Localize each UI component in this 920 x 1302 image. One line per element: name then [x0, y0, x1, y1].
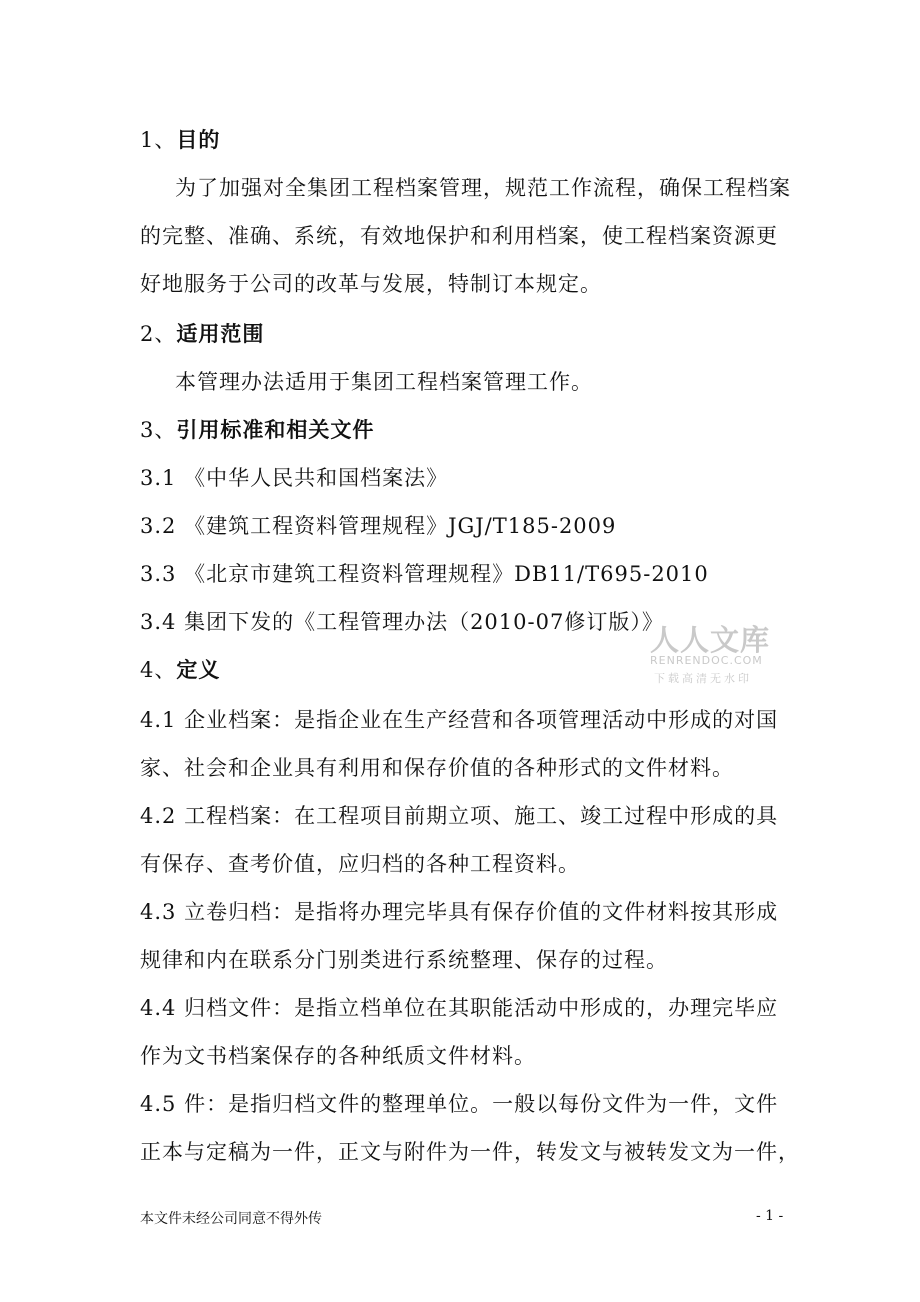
- paragraph-line: 的完整、准确、系统，有效地保护和利用档案，使工程档案资源更: [140, 224, 778, 248]
- definition-line: 4.2 工程档案：在工程项目前期立项、施工、竣工过程中形成的具: [140, 804, 779, 828]
- definition-line: 4.5 件：是指归档文件的整理单位。一般以每份文件为一件，文件: [140, 1092, 779, 1116]
- footer-notice: 本文件未经公司同意不得外传: [140, 1211, 322, 1227]
- section-number: 2、: [140, 322, 177, 346]
- watermark-url: RENRENDOC.COM: [650, 654, 763, 667]
- section-2-heading: [140, 318, 264, 348]
- reference-item: 3.3 《北京市建筑工程资料管理规程》DB11/T695-2010: [140, 562, 709, 586]
- reference-item: 3.4 集团下发的《工程管理办法（2010-07修订版）》: [140, 610, 664, 634]
- reference-item: 3.2 《建筑工程资料管理规程》JGJ/T185-2009: [140, 514, 617, 538]
- paragraph-line: 好地服务于公司的改革与发展，特制订本规定。: [140, 272, 602, 296]
- watermark: [646, 618, 776, 688]
- section-3-heading: [140, 414, 374, 444]
- watermark-title: 人人文库: [650, 623, 771, 657]
- definition-line: 4.3 立卷归档：是指将办理完毕具有保存价值的文件材料按其形成: [140, 900, 779, 924]
- section-title: 适用范围: [176, 322, 265, 346]
- section-title: 引用标准和相关文件: [176, 418, 375, 442]
- page-number: - 1 -: [756, 1208, 784, 1224]
- definition-line: 有保存、查考价值，应归档的各种工程资料。: [140, 852, 580, 876]
- definition-line: 作为文书档案保存的各种纸质文件材料。: [140, 1044, 536, 1068]
- definition-line: 家、社会和企业具有利用和保存价值的各种形式的文件材料。: [140, 756, 734, 780]
- watermark-subtitle: 下载高清无水印: [654, 672, 752, 685]
- section-title: 定义: [176, 658, 221, 682]
- section-number: 1、: [140, 128, 177, 152]
- paragraph-line: 为了加强对全集团工程档案管理，规范工作流程，确保工程档案: [175, 176, 791, 200]
- definition-line: 4.1 企业档案：是指企业在生产经营和各项管理活动中形成的对国: [140, 708, 779, 732]
- definition-line: 规律和内在联系分门别类进行系统整理、保存的过程。: [140, 948, 668, 972]
- definition-line: 4.4 归档文件：是指立档单位在其职能活动中形成的，办理完毕应: [140, 996, 779, 1020]
- section-number: 3、: [140, 418, 177, 442]
- section-title: 目的: [176, 128, 221, 152]
- section-1-heading: [140, 124, 220, 154]
- reference-item: 3.1 《中华人民共和国档案法》: [140, 466, 449, 490]
- paragraph-line: 本管理办法适用于集团工程档案管理工作。: [175, 370, 593, 394]
- section-number: 4、: [140, 658, 177, 682]
- definition-line: 正本与定稿为一件，正文与附件为一件，转发文与被转发文为一件，: [140, 1140, 800, 1164]
- section-4-heading: [140, 654, 220, 684]
